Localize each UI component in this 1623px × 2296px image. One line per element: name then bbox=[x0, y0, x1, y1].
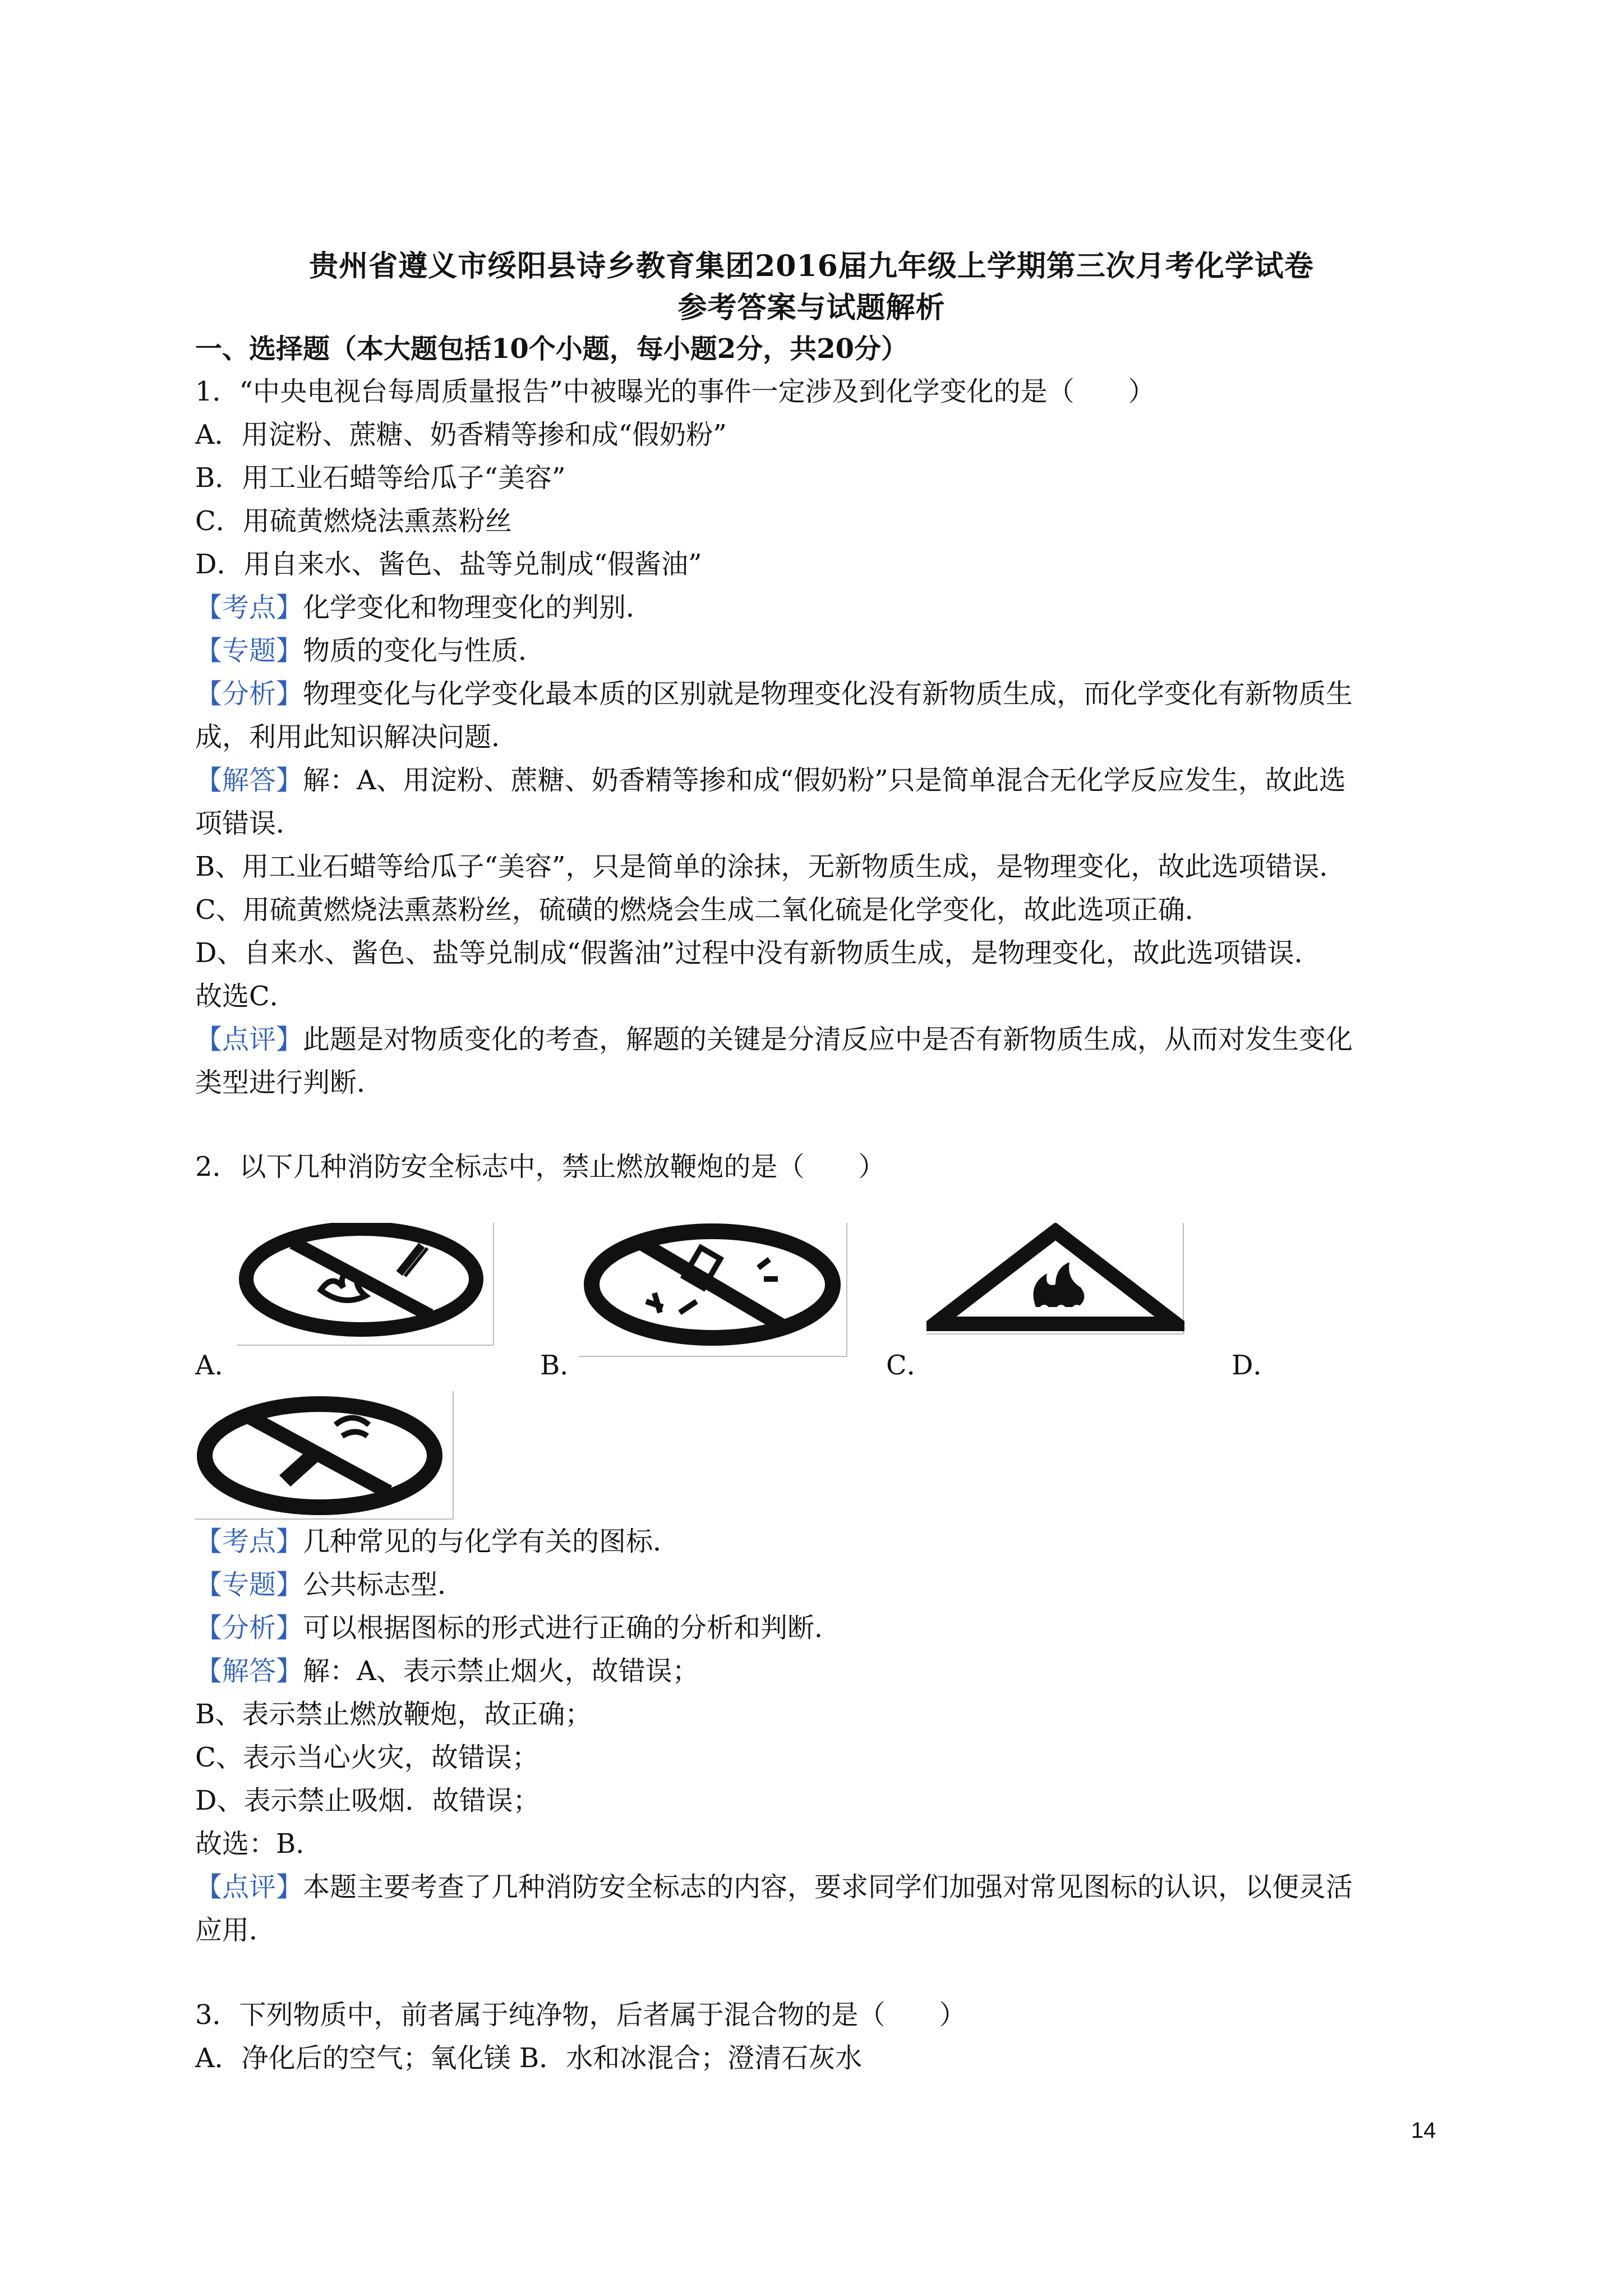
page-number: 14 bbox=[1411, 2118, 1436, 2143]
q2-zhuanti bbox=[195, 1568, 464, 1602]
q1-fenxi-cont: 成，利用此知识解决问题． bbox=[195, 721, 519, 753]
document-title: 贵州省遵义市绥阳县诗乡教育集团2016届九年级上学期第三次月考化学试卷 bbox=[309, 249, 1314, 283]
q1-jieda-4: C、用硫黄燃烧法熏蒸粉丝，硫磺的燃烧会生成二氧化硫是化学变化，故此选项正确． bbox=[195, 894, 1212, 926]
kaodian-text: 化学变化和物理变化的判别． bbox=[303, 592, 653, 623]
q2-kaodian bbox=[195, 1525, 680, 1558]
q1-option-a: A．用淀粉、蔗糖、奶香精等掺和成“假奶粉” bbox=[195, 419, 727, 450]
dianping-tag: 【点评】 bbox=[195, 1024, 303, 1055]
dianping-text: 本题主要考查了几种消防安全标志的内容，要求同学们加强对常见图标的认识，以便灵活 bbox=[303, 1871, 1353, 1903]
q1-jieda-3: B、用工业石蜡等给瓜子“美容”，只是简单的涂抹，无新物质生成，是物理变化，故此选项错误． bbox=[195, 851, 1347, 882]
kaodian-tag: 【考点】 bbox=[195, 592, 303, 623]
q2-dianping bbox=[195, 1870, 1353, 1904]
jieda-tag: 【解答】 bbox=[195, 1655, 303, 1687]
q2-dianping-2: 应用． bbox=[195, 1915, 276, 1946]
fenxi-tag: 【分析】 bbox=[195, 678, 303, 710]
jieda-text: 解：A、用淀粉、蔗糖、奶香精等掺和成“假奶粉”只是简单混合无化学反应发生，故此选 bbox=[303, 765, 1346, 796]
q1-jieda-6: 故选C． bbox=[195, 981, 297, 1012]
q3-stem: 3．下列物质中，前者属于纯净物，后者属于混合物的是（ ） bbox=[195, 1999, 966, 2031]
q2-option-a-label: A． bbox=[195, 1350, 242, 1381]
q2-jieda-3: C、表示当心火灾，故错误； bbox=[195, 1742, 539, 1773]
q1-fenxi bbox=[195, 677, 1353, 711]
q1-jieda bbox=[195, 763, 1346, 797]
zhuanti-tag: 【专题】 bbox=[195, 635, 303, 666]
q2-jieda bbox=[195, 1654, 699, 1688]
q2-stem: 2．以下几种消防安全标志中，禁止燃放鞭炮的是（ ） bbox=[195, 1151, 886, 1182]
no-firecracker-sign-icon bbox=[579, 1223, 848, 1358]
kaodian-text: 几种常见的与化学有关的图标． bbox=[303, 1526, 680, 1557]
jieda-text: 解：A、表示禁止烟火，故错误； bbox=[303, 1655, 699, 1687]
fenxi-tag: 【分析】 bbox=[195, 1612, 303, 1644]
q2-jieda-4: D、表示禁止吸烟．故错误； bbox=[195, 1785, 540, 1816]
kaodian-tag: 【考点】 bbox=[195, 1526, 303, 1557]
fenxi-text: 物理变化与化学变化最本质的区别就是物理变化没有新物质生成，而化学变化有新物质生 bbox=[303, 678, 1353, 710]
q2-option-c-label: C． bbox=[886, 1350, 934, 1381]
q1-zhuanti bbox=[195, 634, 545, 668]
q2-jieda-5: 故选：B． bbox=[195, 1828, 323, 1860]
fenxi-text: 可以根据图标的形式进行正确的分析和判断． bbox=[303, 1612, 842, 1644]
q1-option-d: D．用自来水、酱色、盐等兑制成“假酱油” bbox=[195, 549, 702, 580]
zhuanti-text: 公共标志型． bbox=[303, 1569, 465, 1600]
zhuanti-text: 物质的变化与性质． bbox=[303, 635, 546, 666]
q1-dianping-2: 类型进行判断． bbox=[195, 1067, 384, 1098]
q1-kaodian bbox=[195, 591, 653, 624]
q1-jieda-2: 项错误． bbox=[195, 808, 303, 839]
dianping-tag: 【点评】 bbox=[195, 1871, 303, 1903]
no-fire-sign-icon bbox=[237, 1223, 495, 1346]
fire-warning-sign-icon bbox=[926, 1223, 1184, 1335]
q3-options: A．净化后的空气；氧化镁 B．水和冰混合；澄清石灰水 bbox=[195, 2042, 863, 2074]
q1-jieda-5: D、自来水、酱色、盐等兑制成“假酱油”过程中没有新物质生成，是物理变化，故此选项错误． bbox=[195, 937, 1321, 969]
dianping-text: 此题是对物质变化的考查，解题的关键是分清反应中是否有新物质生成，从而对发生变化 bbox=[303, 1024, 1353, 1055]
document-subtitle: 参考答案与试题解析 bbox=[677, 291, 946, 325]
q1-dianping bbox=[195, 1023, 1353, 1056]
q2-option-b-label: B． bbox=[540, 1350, 587, 1381]
q1-option-b: B．用工业石蜡等给瓜子“美容” bbox=[195, 462, 566, 494]
q1-option-c: C．用硫黄燃烧法熏蒸粉丝 bbox=[195, 505, 512, 537]
zhuanti-tag: 【专题】 bbox=[195, 1569, 303, 1600]
q2-jieda-2: B、表示禁止燃放鞭炮，故正确； bbox=[195, 1699, 592, 1730]
q2-option-d-label: D． bbox=[1232, 1350, 1280, 1381]
no-smoking-sign-icon bbox=[195, 1391, 454, 1520]
q2-fenxi bbox=[195, 1611, 841, 1645]
q1-stem: 1．“中央电视台每周质量报告”中被曝光的事件一定涉及到化学变化的是（ ） bbox=[195, 376, 1155, 407]
section-heading: 一、选择题（本大题包括10个小题，每小题2分，共20分） bbox=[195, 333, 908, 365]
jieda-tag: 【解答】 bbox=[195, 765, 303, 796]
